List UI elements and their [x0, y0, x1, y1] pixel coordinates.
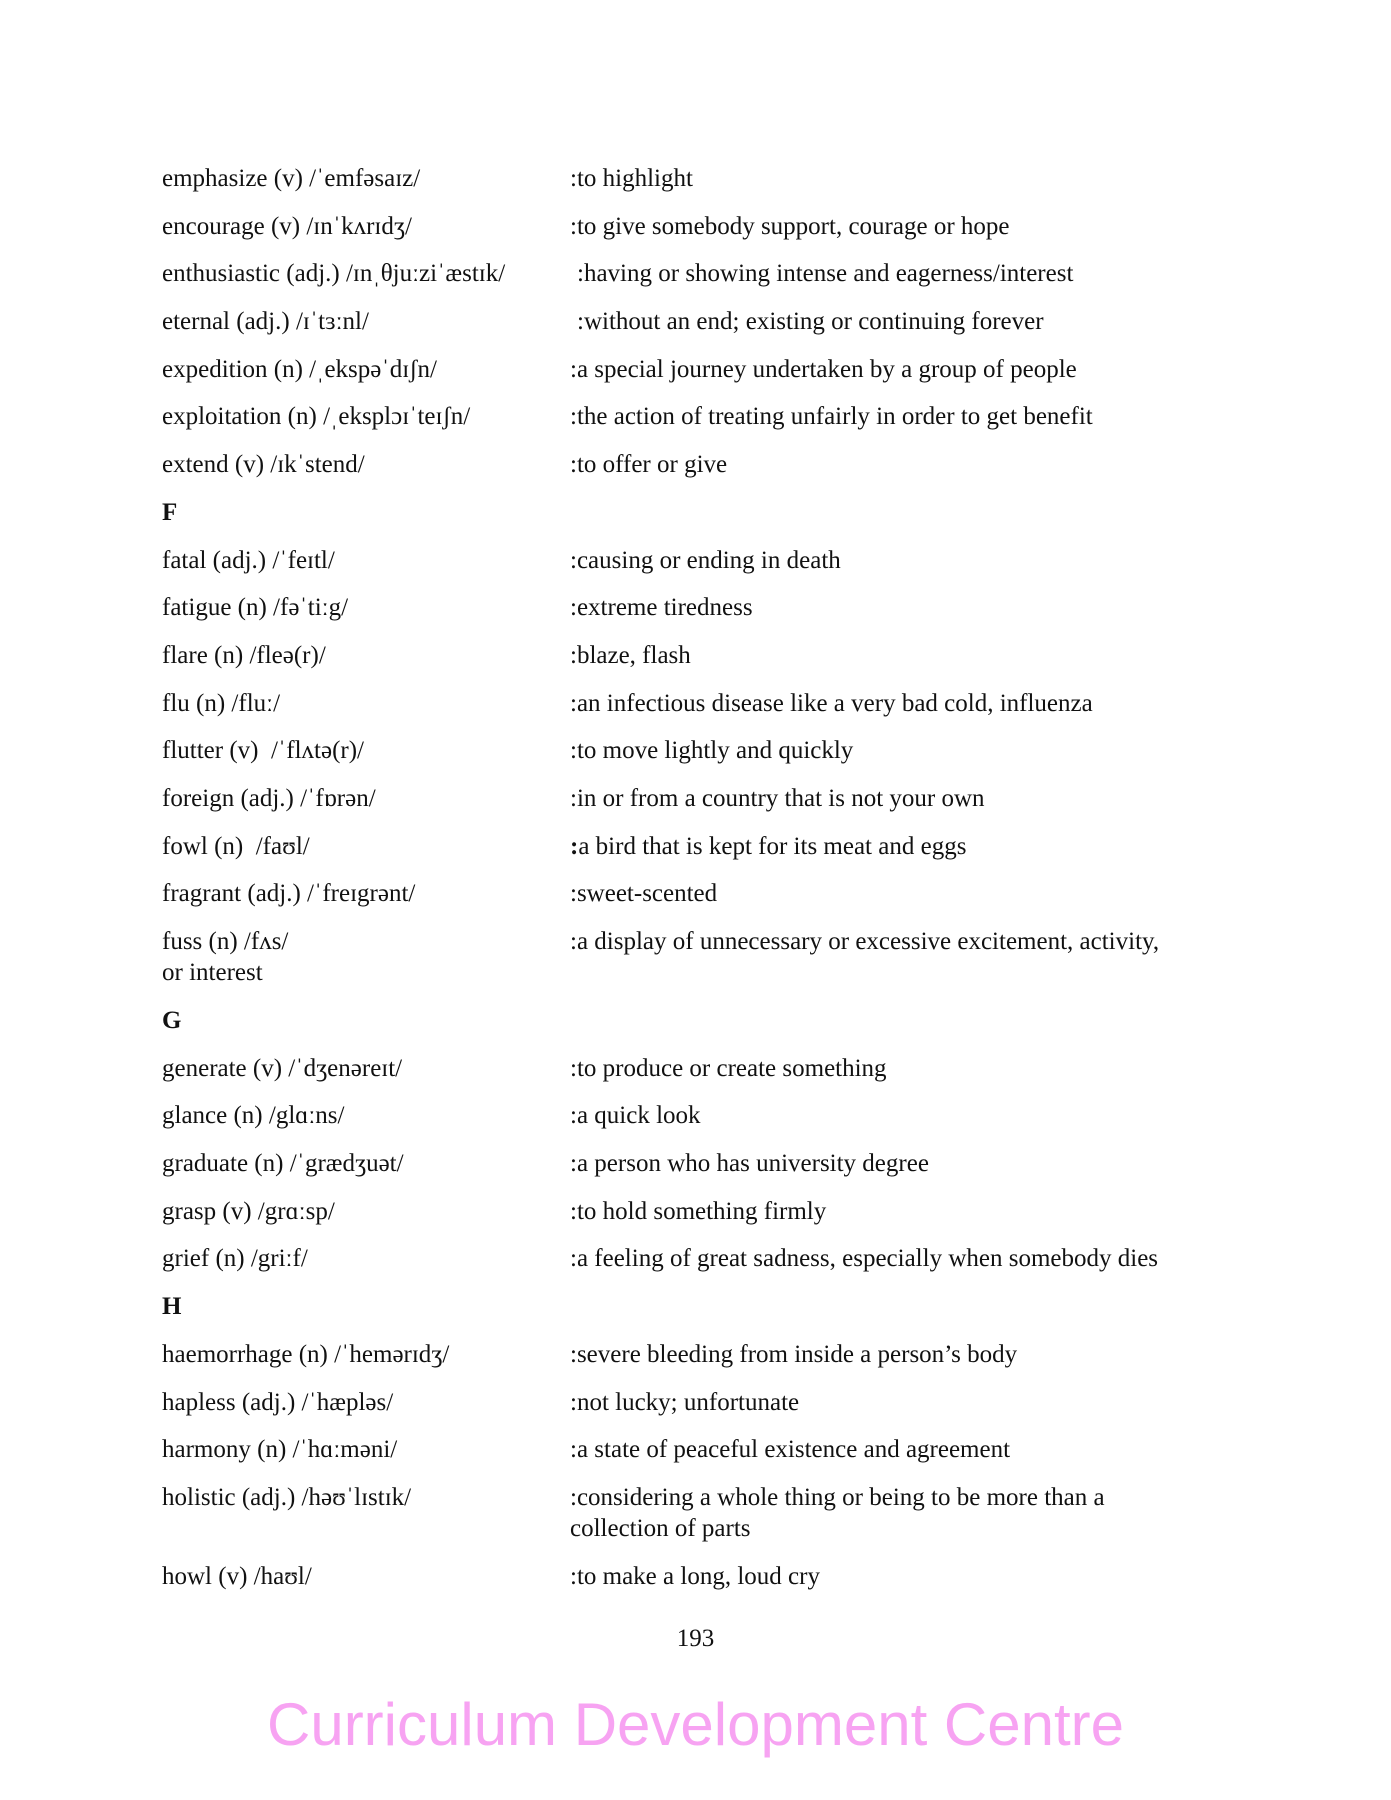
- definition: :to move lightly and quickly: [570, 737, 854, 765]
- definition: :a person who has university degree: [570, 1150, 929, 1178]
- list-item: [162, 640, 1352, 688]
- definition: :a display of unnecessary or excessive excitement, activity,: [570, 928, 1160, 955]
- term: grasp (v) /grɑːsp/: [162, 1197, 335, 1225]
- term: howl (v) /haʊl/: [162, 1562, 312, 1590]
- bold-colon: :: [570, 832, 579, 860]
- term: foreign (adj.) /ˈfɒrən/: [162, 784, 376, 812]
- term: extend (v) /ɪkˈstend/: [162, 451, 365, 479]
- definition: :a special journey undertaken by a group of people: [570, 355, 1077, 383]
- term: flu (n) /fluː/: [162, 689, 281, 717]
- term: fragrant (adj.) /ˈfreɪgrənt/: [162, 880, 416, 908]
- term: enthusiastic (adj.) /ɪnˌθjuːziˈæstɪk/: [162, 260, 506, 288]
- definition-continuation: collection of parts: [570, 1514, 751, 1542]
- term: flare (n) /fleə(r)/: [162, 641, 326, 669]
- section-heading: H: [162, 1293, 182, 1321]
- list-item: [162, 1148, 1352, 1196]
- list-item: [162, 1482, 1352, 1561]
- list-item: [162, 592, 1352, 640]
- definition-text: a bird that is kept for its meat and eggs: [578, 832, 967, 860]
- term: harmony (n) /ˈhɑːməni/: [162, 1436, 398, 1464]
- term: [162, 926, 570, 1005]
- list-item: [162, 1339, 1352, 1387]
- list-item: [162, 1434, 1352, 1482]
- definition: :without an end; existing or continuing forever: [577, 308, 1044, 336]
- list-item: [162, 1196, 1352, 1244]
- watermark: Curriculum Development Centre: [267, 1691, 1124, 1758]
- term: expedition (n) /ˌekspəˈdɪʃn/: [162, 355, 437, 383]
- definition: :extreme tiredness: [570, 594, 753, 622]
- definition: :an infectious disease like a very bad cold, influenza: [570, 689, 1093, 717]
- list-item: [162, 545, 1352, 593]
- term: emphasize (v) /ˈemfəsaɪz/: [162, 165, 421, 192]
- list-item: [162, 688, 1352, 736]
- list-item: [162, 306, 1352, 354]
- definition: :blaze, flash: [570, 641, 691, 669]
- section-letter-f: [162, 497, 1352, 545]
- list-item: [162, 449, 1352, 497]
- definition: :having or showing intense and eagerness/interest: [577, 260, 1074, 288]
- list-item: [162, 878, 1352, 926]
- term: fatal (adj.) /ˈfeɪtl/: [162, 546, 335, 574]
- list-item: [162, 735, 1352, 783]
- definition: :sweet-scented: [570, 880, 718, 908]
- definition: :a quick look: [570, 1102, 701, 1130]
- term: generate (v) /ˈdʒenəreɪt/: [162, 1054, 403, 1082]
- section-heading: F: [162, 498, 178, 526]
- definition: :not lucky; unfortunate: [570, 1388, 800, 1416]
- list-item: [162, 926, 1352, 1005]
- term-text: fuss (n) /fʌs/: [162, 928, 289, 955]
- term: haemorrhage (n) /ˈhemərɪdʒ/: [162, 1340, 450, 1368]
- section-letter-g: [162, 1005, 1352, 1053]
- list-item: [162, 1387, 1352, 1435]
- list-item: [162, 783, 1352, 831]
- definition: :causing or ending in death: [570, 546, 841, 574]
- list-item: [162, 1561, 1352, 1609]
- definition: [570, 1482, 1352, 1561]
- definition: :to highlight: [570, 165, 693, 192]
- term: fowl (n) /faʊl/: [162, 832, 310, 860]
- definition: :a feeling of great sadness, especially when somebody dies: [570, 1245, 1159, 1273]
- definition-text: :considering a whole thing or being to be more than a: [570, 1483, 1105, 1511]
- term: grief (n) /griːf/: [162, 1245, 308, 1273]
- list-item: [162, 1053, 1352, 1101]
- term: graduate (n) /ˈgrædʒuət/: [162, 1150, 404, 1178]
- definition: :to produce or create something: [570, 1054, 887, 1082]
- term: flutter (v) /ˈflʌtə(r)/: [162, 737, 364, 765]
- term: fatigue (n) /fəˈtiːg/: [162, 594, 349, 622]
- list-item: [162, 354, 1352, 402]
- glossary-list: [162, 163, 1352, 1609]
- definition: :severe bleeding from inside a person’s body: [570, 1340, 1018, 1368]
- term: encourage (v) /ɪnˈkʌrɪdʒ/: [162, 212, 412, 240]
- list-item: [162, 1243, 1352, 1291]
- list-item: [162, 211, 1352, 259]
- section-letter-h: [162, 1291, 1352, 1339]
- list-item: [162, 831, 1352, 879]
- section-heading: G: [162, 1007, 182, 1034]
- term: exploitation (n) /ˌeksplɔɪˈteɪʃn/: [162, 403, 471, 431]
- definition: :to offer or give: [570, 451, 728, 479]
- definition: :to make a long, loud cry: [570, 1562, 820, 1590]
- list-item: [162, 258, 1352, 306]
- page-number: 193: [676, 1625, 715, 1652]
- term: holistic (adj.) /həʊˈlɪstɪk/: [162, 1483, 412, 1511]
- definition: :to hold something firmly: [570, 1197, 827, 1225]
- list-item: [162, 401, 1352, 449]
- definition: [570, 831, 1352, 879]
- definition: :the action of treating unfairly in order to get benefit: [570, 403, 1093, 431]
- list-item: [162, 163, 1352, 211]
- list-item: [162, 1100, 1352, 1148]
- term: eternal (adj.) /ɪˈtɜːnl/: [162, 308, 369, 336]
- term: hapless (adj.) /ˈhæpləs/: [162, 1388, 394, 1416]
- definition: :in or from a country that is not your own: [570, 784, 985, 812]
- definition-continuation: or interest: [162, 959, 263, 986]
- definition: :a state of peaceful existence and agreement: [570, 1436, 1011, 1464]
- definition: :to give somebody support, courage or hope: [570, 212, 1010, 240]
- term: glance (n) /glɑːns/: [162, 1102, 345, 1130]
